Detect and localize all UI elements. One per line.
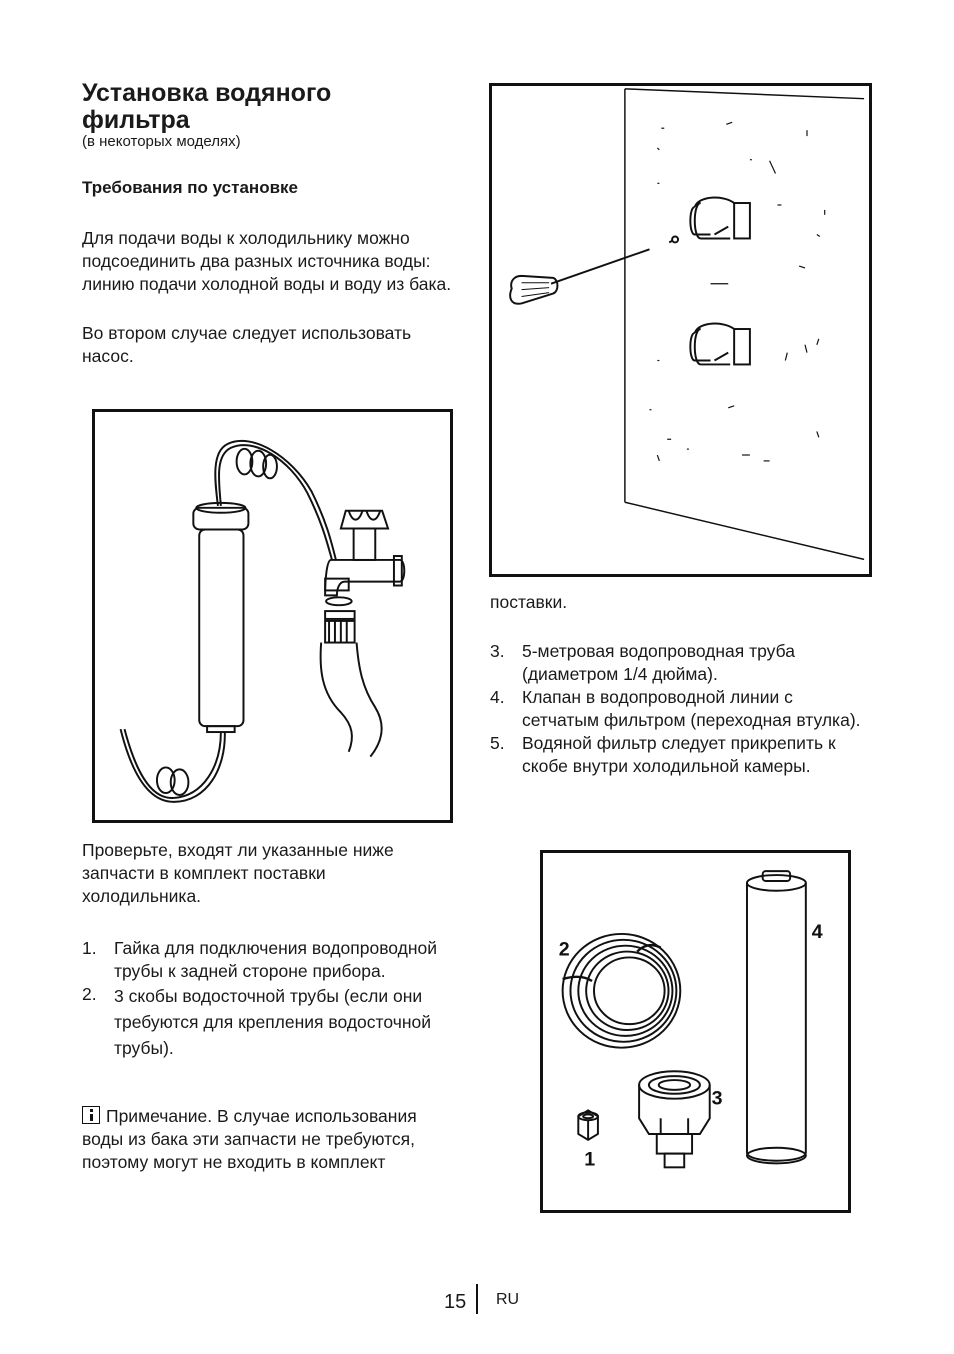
list-item: [82, 937, 462, 983]
part-label-1: 1: [584, 1148, 596, 1171]
part-label-4: 4: [811, 920, 823, 943]
note: [82, 1105, 462, 1174]
continuation-text: поставки.: [490, 592, 568, 612]
page-title: Установка водяного фильтра: [82, 79, 332, 134]
filter-tap-illustration: [92, 409, 453, 823]
page-number: 15: [444, 1291, 467, 1313]
part-label-3: 3: [711, 1087, 723, 1110]
list-item-number: 3.: [490, 641, 505, 661]
parts-list: [82, 937, 462, 1061]
list-item: [490, 732, 870, 778]
parts-list-continued: [490, 640, 870, 778]
requirements-paragraph-1: Для подачи воды к холодильнику можно подсоединить два разных источника воды: линию подачи холодной воды и воду из бака.: [82, 228, 452, 294]
list-item-number: 1.: [82, 938, 97, 958]
list-item-text: Гайка для подключения водопроводной трубы к задней стороне прибора.: [114, 938, 438, 981]
parts-check-intro: Проверьте, входят ли указанные ниже запчасти в комплект поставки холодильника.: [82, 840, 394, 906]
list-item-number: 4.: [490, 687, 505, 707]
list-item-text: 3 скобы водосточной трубы (если они требуются для крепления водосточной трубы).: [114, 986, 431, 1058]
list-item-text: Водяной фильтр следует прикрепить к скобе внутри холодильной камеры.: [522, 733, 836, 776]
bracket-mounting-illustration: [489, 83, 872, 577]
list-item: [82, 983, 462, 1061]
kit-parts-illustration: [540, 850, 851, 1213]
list-item-number: 2.: [82, 984, 97, 1004]
list-item: [490, 686, 870, 732]
section-heading: Требования по установке: [82, 178, 298, 197]
note-text: Примечание. В случае использования воды из бака эти запчасти не требуются, поэтому могут не входить в комплект: [82, 1106, 417, 1172]
list-item-text: Клапан в водопроводной линии с сетчатым фильтром (переходная втулка).: [522, 687, 861, 730]
page-divider: [476, 1284, 478, 1314]
info-icon: [82, 1106, 100, 1124]
list-item-text: 5-метровая водопроводная труба (диаметром 1/4 дюйма).: [522, 641, 795, 684]
part-label-2: 2: [558, 938, 570, 961]
list-item-number: 5.: [490, 733, 505, 753]
page-subtitle: (в некоторых моделях): [82, 133, 241, 150]
requirements-paragraph-2: Во втором случае следует использовать насос.: [82, 323, 412, 366]
list-item: [490, 640, 870, 686]
language-code: RU: [496, 1291, 520, 1308]
